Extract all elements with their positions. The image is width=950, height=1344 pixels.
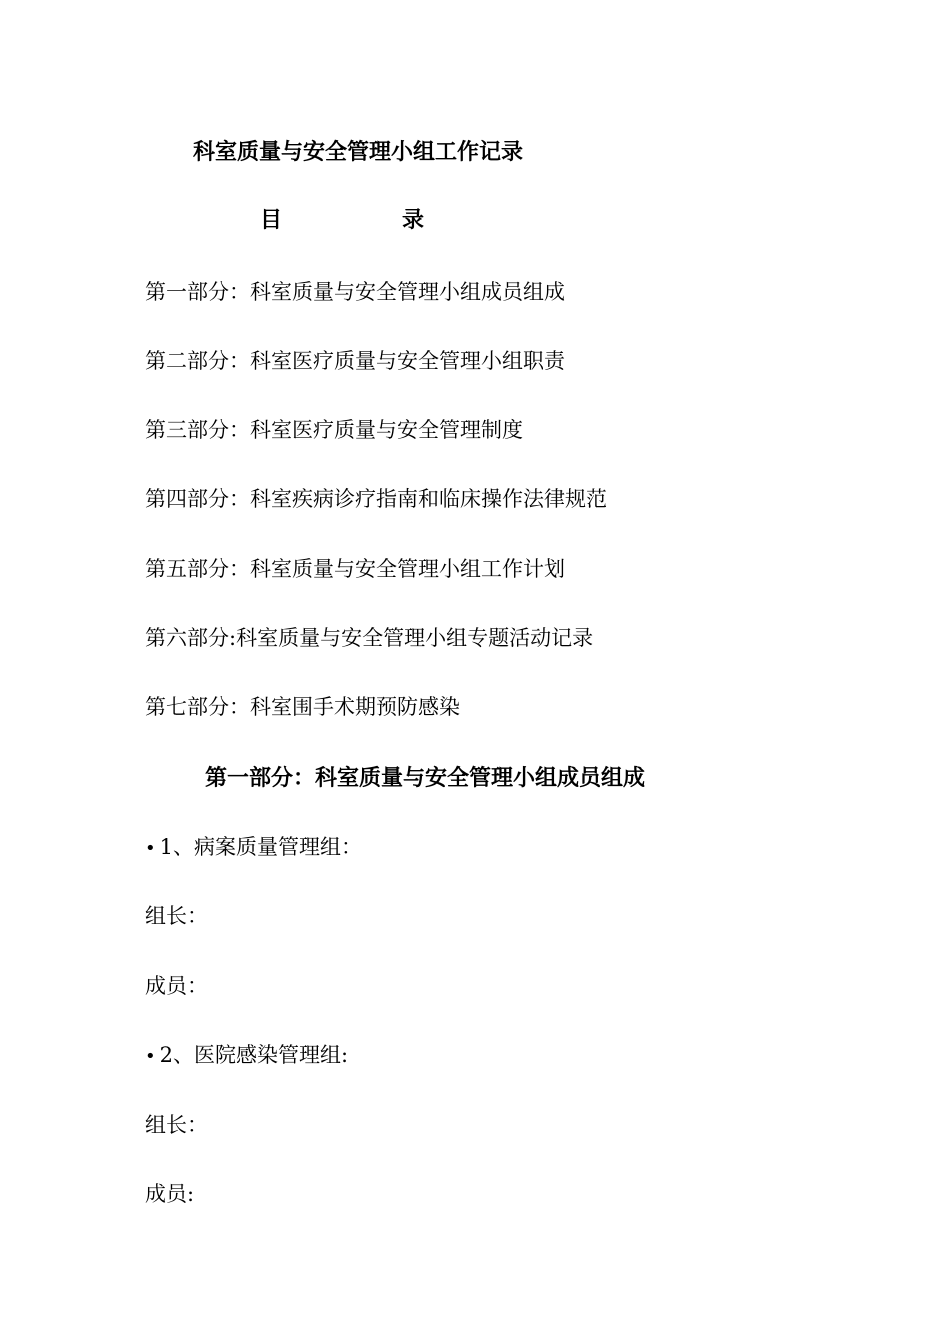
toc-item-3: 第三部分：科室医疗质量与安全管理制度 bbox=[145, 418, 523, 442]
toc-item-4: 第四部分：科室疾病诊疗指南和临床操作法律规范 bbox=[145, 487, 607, 511]
group-1-name: 1、病案质量管理组： bbox=[159, 835, 362, 859]
group-2-leader-label: 组长： bbox=[145, 1113, 208, 1137]
toc-item-6: 第六部分:科室质量与安全管理小组专题活动记录 bbox=[145, 626, 594, 650]
toc-heading-right: 录 bbox=[402, 207, 425, 233]
group-2-members-label: 成员: bbox=[145, 1182, 195, 1206]
bullet-icon: • bbox=[145, 1046, 156, 1067]
group-1-name-line bbox=[145, 833, 362, 863]
toc-item-5: 第五部分：科室质量与安全管理小组工作计划 bbox=[145, 557, 565, 581]
document-title: 科室质量与安全管理小组工作记录 bbox=[193, 139, 524, 165]
toc-item-1: 第一部分：科室质量与安全管理小组成员组成 bbox=[145, 280, 565, 304]
group-2-name: 2、医院感染管理组: bbox=[159, 1043, 349, 1067]
toc-heading-left: 目 bbox=[260, 207, 283, 233]
group-2-name-line bbox=[145, 1041, 348, 1071]
toc-item-2: 第二部分：科室医疗质量与安全管理小组职责 bbox=[145, 349, 565, 373]
toc-item-7: 第七部分：科室围手术期预防感染 bbox=[145, 695, 460, 719]
group-1-members-label: 成员： bbox=[145, 974, 208, 998]
bullet-icon: • bbox=[145, 838, 156, 859]
section-heading: 第一部分：科室质量与安全管理小组成员组成 bbox=[205, 765, 646, 791]
group-1-leader-label: 组长： bbox=[145, 904, 208, 928]
